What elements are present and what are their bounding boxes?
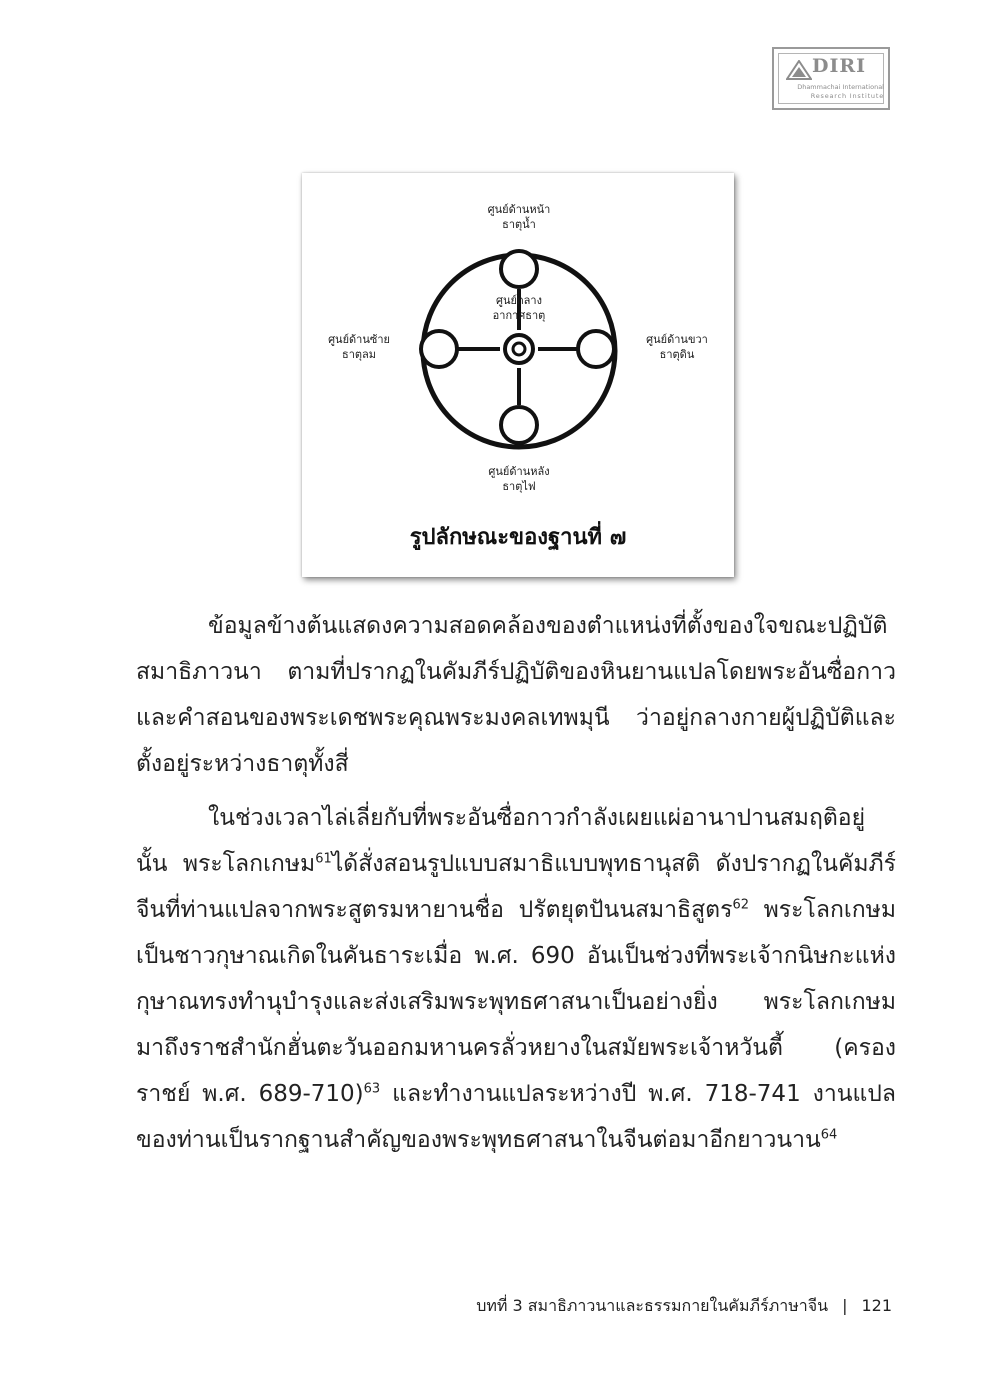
line-7-text-b: และทำงานแปลระหว่างปี พ.ศ. 718-741 งานแปล xyxy=(380,1081,897,1107)
footer-separator: | xyxy=(842,1296,848,1315)
top-label-line-1: ศูนย์ด้านหน้า xyxy=(487,203,551,216)
footnote-ref-62[interactable]: 62 xyxy=(732,897,749,913)
right-center-circle xyxy=(578,331,614,367)
logo-subtitle-1: Dhammachai International xyxy=(797,83,884,91)
logo-name: DIRI xyxy=(812,55,867,77)
paragraph-2-line-4: เป็นชาวกุษาณเกิดในคันธาระเมื่อ พ.ศ. 690 อันเป็นช่วงที่พระเจ้ากนิษกะแห่ง xyxy=(136,943,896,969)
center-label-line-2: อากาศธาตุ xyxy=(492,309,546,322)
diri-logo xyxy=(772,47,890,110)
line-8-text: ของท่านเป็นรากฐานสำคัญของพระพุทธศาสนาในจีนต่อมาอีกยาวนาน xyxy=(136,1127,821,1153)
paragraph-2-line-2 xyxy=(136,841,896,887)
paragraph-2-line-8 xyxy=(136,1117,896,1163)
middle-center-label xyxy=(474,293,564,323)
left-label-line-1: ศูนย์ด้านซ้าย xyxy=(328,333,390,346)
diagram-figure xyxy=(302,173,734,577)
left-label-line-2: ธาตุลม xyxy=(341,348,377,361)
paragraph-1 xyxy=(136,603,896,787)
footnote-ref-64[interactable]: 64 xyxy=(820,1127,838,1143)
paragraph-2-line-7 xyxy=(136,1071,896,1117)
bottom-label-line-2: ธาตุไฟ xyxy=(502,480,536,493)
right-label-line-2: ธาตุดิน xyxy=(659,348,695,361)
back-center-circle xyxy=(501,407,537,443)
paragraph-2-line-3 xyxy=(136,887,896,933)
line-2-text-b: ได้สั่งสอนรูปแบบสมาธิแบบพุทธานุสติ ดังปรากฏในคัมภีร์ xyxy=(331,851,897,877)
line-7-text-a: ราชย์ พ.ศ. 689-710) xyxy=(136,1081,364,1107)
left-center-circle xyxy=(421,331,457,367)
bottom-label-line-1: ศูนย์ด้านหลัง xyxy=(488,465,550,478)
page-number: 121 xyxy=(861,1296,892,1315)
paragraph-1-line-3: และคำสอนของพระเดชพระคุณพระมงคลเทพมุนี ว่าอยู่กลางกายผู้ปฏิบัติและ xyxy=(136,705,896,731)
line-3-text-a: จีนที่ท่านแปลจากพระสูตรมหายานชื่อ ปรัตยุตปันนสมาธิสูตร xyxy=(136,897,733,923)
paragraph-2-line-6: มาถึงราชสำนักฮั่นตะวันออกมหานครลั่วหยางในสมัยพระเจ้าหวันตี้ (ครอง xyxy=(136,1035,896,1061)
logo-subtitle-2: Research Institute xyxy=(810,92,884,100)
middle-center-circle xyxy=(505,335,533,363)
figure-caption: รูปลักษณะของฐานที่ ๗ xyxy=(409,525,627,550)
footnote-ref-63[interactable]: 63 xyxy=(363,1081,381,1097)
page-footer xyxy=(476,1294,892,1319)
center-label-line-1: ศูนย์กลาง xyxy=(496,294,542,307)
chapter-title: บทที่ 3 สมาธิภาวนาและธรรมกายในคัมภีร์ภาษาจีน xyxy=(476,1296,829,1315)
paragraph-1-line-2: สมาธิภาวนา ตามที่ปรากฏในคัมภีร์ปฏิบัติของหินยานแปลโดยพระอันซื่อกาว xyxy=(136,659,896,685)
paragraph-2 xyxy=(136,795,896,1163)
right-center-label xyxy=(632,332,722,362)
left-center-label xyxy=(314,332,404,362)
line-2-text-a: นั้น พระโลกเกษม xyxy=(136,851,316,877)
line-3-text-b: พระโลกเกษม xyxy=(749,897,896,923)
paragraph-2-line-1: ในช่วงเวลาไล่เลี่ยกับที่พระอันซื่อกาวกำลังเผยแผ่อานาปานสมฤติอยู่ xyxy=(208,805,866,831)
front-center-circle xyxy=(501,251,537,287)
right-label-line-1: ศูนย์ด้านขวา xyxy=(646,333,708,346)
top-center-label xyxy=(469,202,569,232)
paragraph-2-line-5: กุษาณทรงทำนุบำรุงและส่งเสริมพระพุทธศาสนาเป็นอย่างยิ่ง พระโลกเกษม xyxy=(136,989,896,1015)
bottom-center-label xyxy=(469,464,569,494)
paragraph-1-line-1: ข้อมูลข้างต้นแสดงความสอดคล้องของตำแหน่งที่ตั้งของใจขณะปฏิบัติ xyxy=(208,613,888,639)
top-label-line-2: ธาตุน้ำ xyxy=(502,218,536,231)
seven-bases-diagram xyxy=(302,173,734,577)
paragraph-1-line-4: ตั้งอยู่ระหว่างธาตุทั้งสี่ xyxy=(136,751,349,777)
footnote-ref-61[interactable]: 61 xyxy=(315,851,332,867)
triangle-logo-icon xyxy=(786,60,812,80)
